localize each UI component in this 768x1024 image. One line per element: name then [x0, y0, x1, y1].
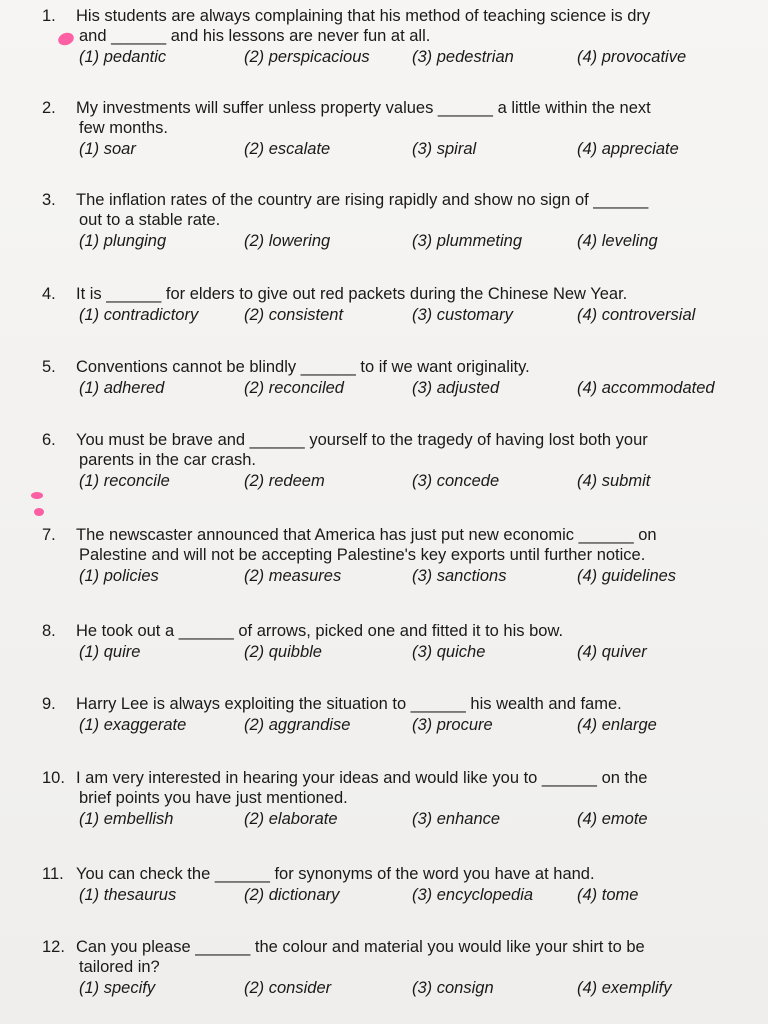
question-number: 9. — [42, 695, 56, 713]
option-2: (2) quibble — [244, 643, 322, 661]
option-3: (3) pedestrian — [412, 48, 514, 66]
question-line: out to a stable rate. — [79, 211, 221, 229]
option-3: (3) concede — [412, 472, 500, 490]
option-2: (2) redeem — [244, 472, 325, 490]
question-number: 2. — [42, 99, 56, 117]
question-9 — [42, 694, 748, 738]
option-4: (4) enlarge — [577, 716, 657, 734]
question-3 — [42, 190, 748, 254]
options-row — [42, 886, 748, 908]
question-text: Can you please ______ the colour and material you would like your shirt to be — [76, 938, 645, 956]
question-line — [42, 98, 748, 118]
question-text: I am very interested in hearing your ideas and would like you to ______ on the — [76, 769, 648, 787]
question-line — [42, 430, 748, 450]
option-3: (3) consign — [412, 979, 494, 997]
options-row — [42, 232, 748, 254]
question-line — [42, 357, 748, 377]
question-number: 7. — [42, 526, 56, 544]
option-2: (2) lowering — [244, 232, 331, 250]
question-line — [42, 937, 748, 957]
options-row — [42, 567, 748, 589]
option-1: (1) thesaurus — [79, 886, 177, 904]
option-2: (2) perspicacious — [244, 48, 370, 66]
options-row — [42, 643, 748, 665]
question-10 — [42, 768, 748, 832]
question-text: Conventions cannot be blindly ______ to if we want originality. — [76, 358, 530, 376]
question-line: and ______ and his lessons are never fun at all. — [79, 27, 431, 45]
option-4: (4) tome — [577, 886, 639, 904]
option-4: (4) submit — [577, 472, 651, 490]
option-1: (1) contradictory — [79, 306, 199, 324]
option-1: (1) policies — [79, 567, 159, 585]
options-row — [42, 140, 748, 162]
option-2: (2) aggrandise — [244, 716, 351, 734]
question-text: His students are always complaining that his method of teaching science is dry — [76, 7, 651, 25]
question-number: 6. — [42, 431, 56, 449]
option-4: (4) quiver — [577, 643, 647, 661]
option-3: (3) adjusted — [412, 379, 500, 397]
option-4: (4) emote — [577, 810, 648, 828]
question-1 — [42, 6, 748, 70]
question-11 — [42, 864, 748, 908]
question-text: The inflation rates of the country are rising rapidly and show no sign of ______ — [76, 191, 649, 209]
question-number: 10. — [42, 769, 65, 787]
option-2: (2) measures — [244, 567, 342, 585]
question-line: brief points you have just mentioned. — [79, 789, 348, 807]
option-4: (4) guidelines — [577, 567, 677, 585]
question-line — [42, 864, 748, 884]
question-line: parents in the car crash. — [79, 451, 257, 469]
question-number: 11. — [42, 865, 64, 883]
option-2: (2) elaborate — [244, 810, 338, 828]
question-7 — [42, 525, 748, 589]
option-4: (4) appreciate — [577, 140, 679, 158]
option-1: (1) pedantic — [79, 48, 167, 66]
option-4: (4) provocative — [577, 48, 687, 66]
option-3: (3) enhance — [412, 810, 501, 828]
question-text: He took out a ______ of arrows, picked one and fitted it to his bow. — [76, 622, 564, 640]
question-6 — [42, 430, 748, 494]
highlighter-mark — [34, 508, 44, 516]
question-12 — [42, 937, 748, 1001]
option-3: (3) sanctions — [412, 567, 507, 585]
option-1: (1) exaggerate — [79, 716, 187, 734]
option-3: (3) procure — [412, 716, 493, 734]
question-2 — [42, 98, 748, 162]
question-line: Palestine and will not be accepting Palestine's key exports until further notice. — [79, 546, 646, 564]
option-3: (3) quiche — [412, 643, 486, 661]
option-1: (1) quire — [79, 643, 141, 661]
option-2: (2) consider — [244, 979, 332, 997]
question-text: My investments will suffer unless property values ______ a little within the next — [76, 99, 651, 117]
option-4: (4) leveling — [577, 232, 658, 250]
question-number: 5. — [42, 358, 56, 376]
option-1: (1) specify — [79, 979, 156, 997]
question-5 — [42, 357, 748, 401]
options-row — [42, 979, 748, 1001]
options-row — [42, 306, 748, 328]
option-2: (2) escalate — [244, 140, 331, 158]
question-text: You must be brave and ______ yourself to the tragedy of having lost both your — [76, 431, 648, 449]
option-1: (1) plunging — [79, 232, 167, 250]
option-3: (3) spiral — [412, 140, 477, 158]
option-1: (1) soar — [79, 140, 136, 158]
option-4: (4) accommodated — [577, 379, 715, 397]
options-row — [42, 379, 748, 401]
options-row — [42, 472, 748, 494]
question-text: Harry Lee is always exploiting the situation to ______ his wealth and fame. — [76, 695, 622, 713]
option-3: (3) customary — [412, 306, 513, 324]
question-number: 3. — [42, 191, 56, 209]
question-number: 4. — [42, 285, 56, 303]
option-2: (2) consistent — [244, 306, 344, 324]
question-8 — [42, 621, 748, 665]
question-line — [42, 6, 748, 26]
question-line: few months. — [79, 119, 168, 137]
options-row — [42, 810, 748, 832]
option-2: (2) dictionary — [244, 886, 340, 904]
options-row — [42, 716, 748, 738]
question-text: You can check the ______ for synonyms of the word you have at hand. — [76, 865, 595, 883]
question-line — [42, 525, 748, 545]
option-1: (1) embellish — [79, 810, 174, 828]
question-line — [42, 694, 748, 714]
option-3: (3) encyclopedia — [412, 886, 534, 904]
question-line — [42, 284, 748, 304]
question-line — [42, 190, 748, 210]
question-number: 8. — [42, 622, 56, 640]
question-4 — [42, 284, 748, 328]
option-4: (4) controversial — [577, 306, 696, 324]
question-line: tailored in? — [79, 958, 160, 976]
option-2: (2) reconciled — [244, 379, 344, 397]
option-3: (3) plummeting — [412, 232, 523, 250]
option-4: (4) exemplify — [577, 979, 672, 997]
options-row — [42, 48, 748, 70]
question-text: It is ______ for elders to give out red packets during the Chinese New Year. — [76, 285, 628, 303]
question-text: The newscaster announced that America has just put new economic ______ on — [76, 526, 657, 544]
question-number: 12. — [42, 938, 65, 956]
question-number: 1. — [42, 7, 56, 25]
option-1: (1) reconcile — [79, 472, 170, 490]
question-line — [42, 768, 748, 788]
question-line — [42, 621, 748, 641]
option-1: (1) adhered — [79, 379, 165, 397]
